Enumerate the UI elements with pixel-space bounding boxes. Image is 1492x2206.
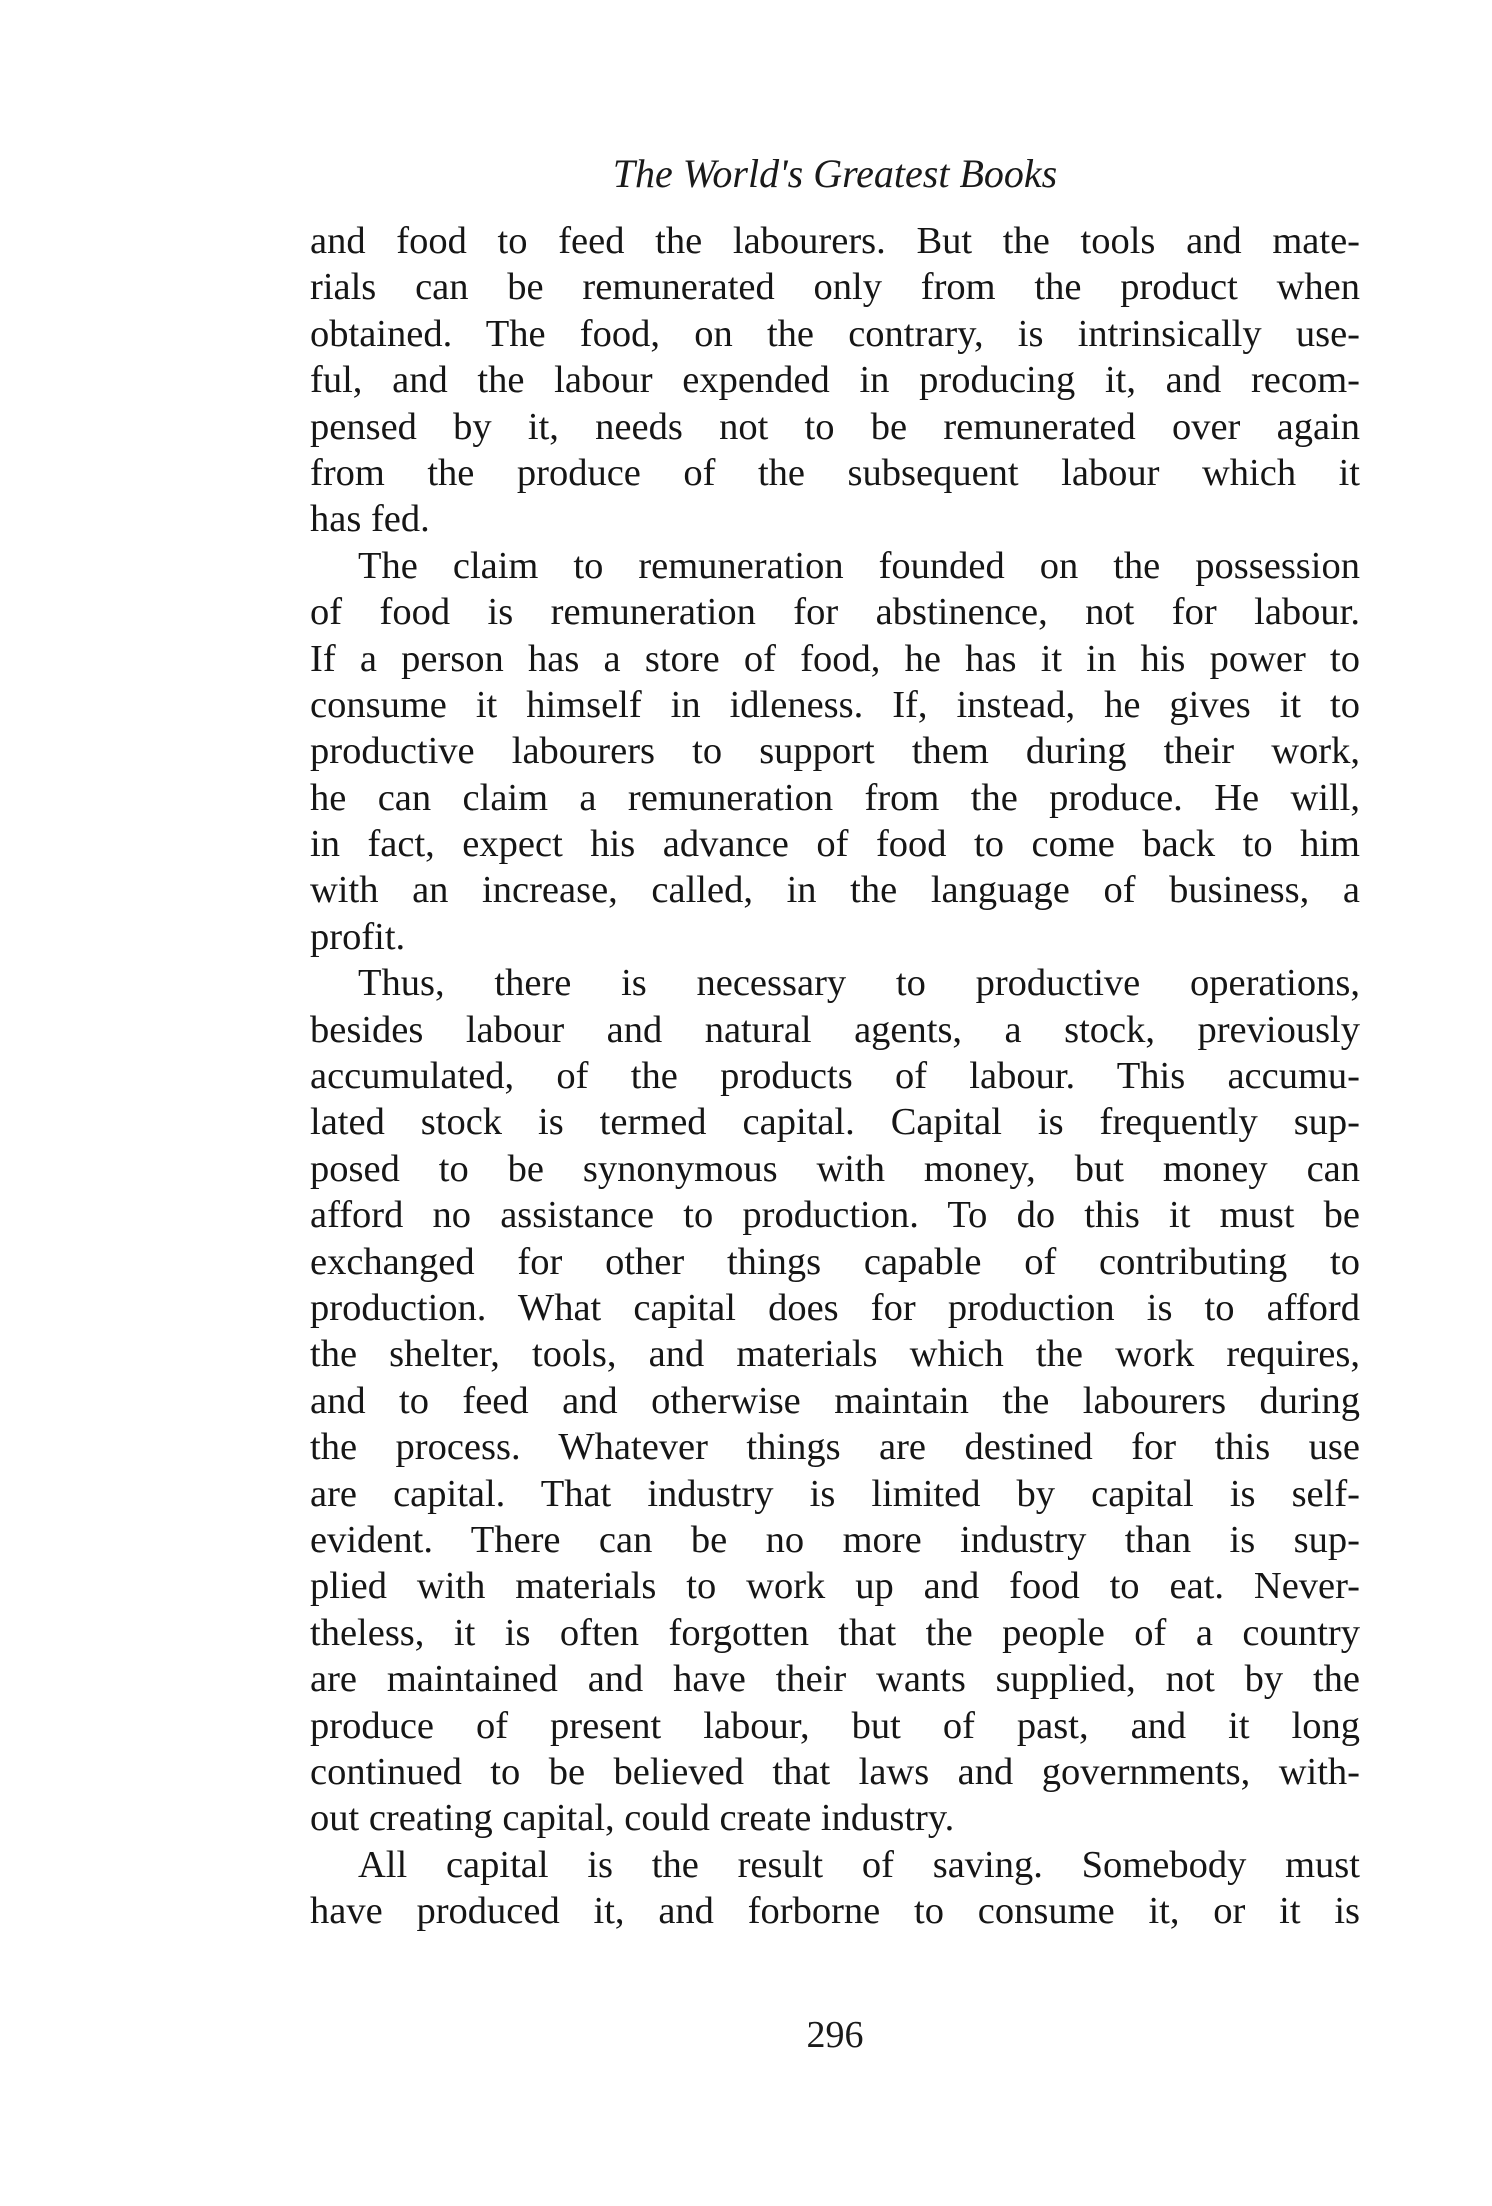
paragraph xyxy=(310,960,1360,1841)
body-text xyxy=(310,218,1360,1934)
text-line: consume it himself in idleness. If, instead, he gives it to xyxy=(310,683,1360,726)
text-line: in fact, expect his advance of food to come back to him xyxy=(310,823,1360,866)
text-line: the shelter, tools, and materials which the work requires, xyxy=(310,1333,1360,1376)
text-line: produce of present labour, but of past, and it long xyxy=(310,1704,1360,1747)
text-line: of food is remuneration for abstinence, not for labour. xyxy=(310,591,1360,634)
text-line: theless, it is often forgotten that the people of a country xyxy=(310,1611,1360,1654)
text-line: has fed. xyxy=(310,498,430,541)
text-line: afford no assistance to production. To do this it must be xyxy=(310,1194,1360,1237)
page-number: 296 xyxy=(806,2014,864,2056)
text-line: rials can be remunerated only from the product when xyxy=(310,266,1360,309)
text-line: accumulated, of the products of labour. This accumu- xyxy=(310,1055,1360,1098)
text-line: he can claim a remuneration from the produce. He will, xyxy=(310,776,1360,819)
paragraph xyxy=(310,1842,1360,1935)
text-line: Thus, there is necessary to productive operations, xyxy=(358,962,1360,1005)
text-line: obtained. The food, on the contrary, is intrinsically use- xyxy=(310,312,1360,355)
paragraph xyxy=(310,218,1360,543)
text-line: profit. xyxy=(310,915,406,958)
text-line: are maintained and have their wants supplied, not by the xyxy=(310,1658,1360,1701)
text-line: production. What capital does for production is to afford xyxy=(310,1286,1360,1329)
text-line: evident. There can be no more industry than is sup- xyxy=(310,1518,1360,1561)
text-line: posed to be synonymous with money, but money can xyxy=(310,1147,1360,1190)
text-line: have produced it, and forborne to consume it, or it is xyxy=(310,1890,1360,1933)
text-line: plied with materials to work up and food to eat. Never- xyxy=(310,1565,1360,1608)
text-line: pensed by it, needs not to be remunerated over again xyxy=(310,405,1360,448)
text-line: ful, and the labour expended in producing it, and recom- xyxy=(310,359,1360,402)
running-head: The World's Greatest Books xyxy=(612,151,1058,196)
text-line: continued to be believed that laws and governments, with- xyxy=(310,1750,1360,1793)
text-line: and to feed and otherwise maintain the labourers during xyxy=(310,1379,1360,1422)
paragraph xyxy=(310,543,1360,961)
text-line: and food to feed the labourers. But the tools and mate- xyxy=(310,220,1360,262)
text-line: lated stock is termed capital. Capital is frequently sup- xyxy=(310,1101,1360,1144)
text-line: All capital is the result of saving. Somebody must xyxy=(358,1843,1360,1886)
text-line: are capital. That industry is limited by capital is self- xyxy=(310,1472,1360,1515)
text-line: besides labour and natural agents, a stock, previously xyxy=(310,1008,1360,1051)
text-line: from the produce of the subsequent labour which it xyxy=(310,451,1360,494)
text-line: exchanged for other things capable of contributing to xyxy=(310,1240,1360,1283)
text-line: with an increase, called, in the language of business, a xyxy=(310,869,1360,912)
text-line: out creating capital, could create industry. xyxy=(310,1797,955,1840)
text-line: the process. Whatever things are destined for this use xyxy=(310,1426,1360,1469)
text-line: If a person has a store of food, he has it in his power to xyxy=(310,637,1360,680)
text-line: The claim to remuneration founded on the possession xyxy=(358,544,1360,587)
text-line: productive labourers to support them during their work, xyxy=(310,730,1360,773)
